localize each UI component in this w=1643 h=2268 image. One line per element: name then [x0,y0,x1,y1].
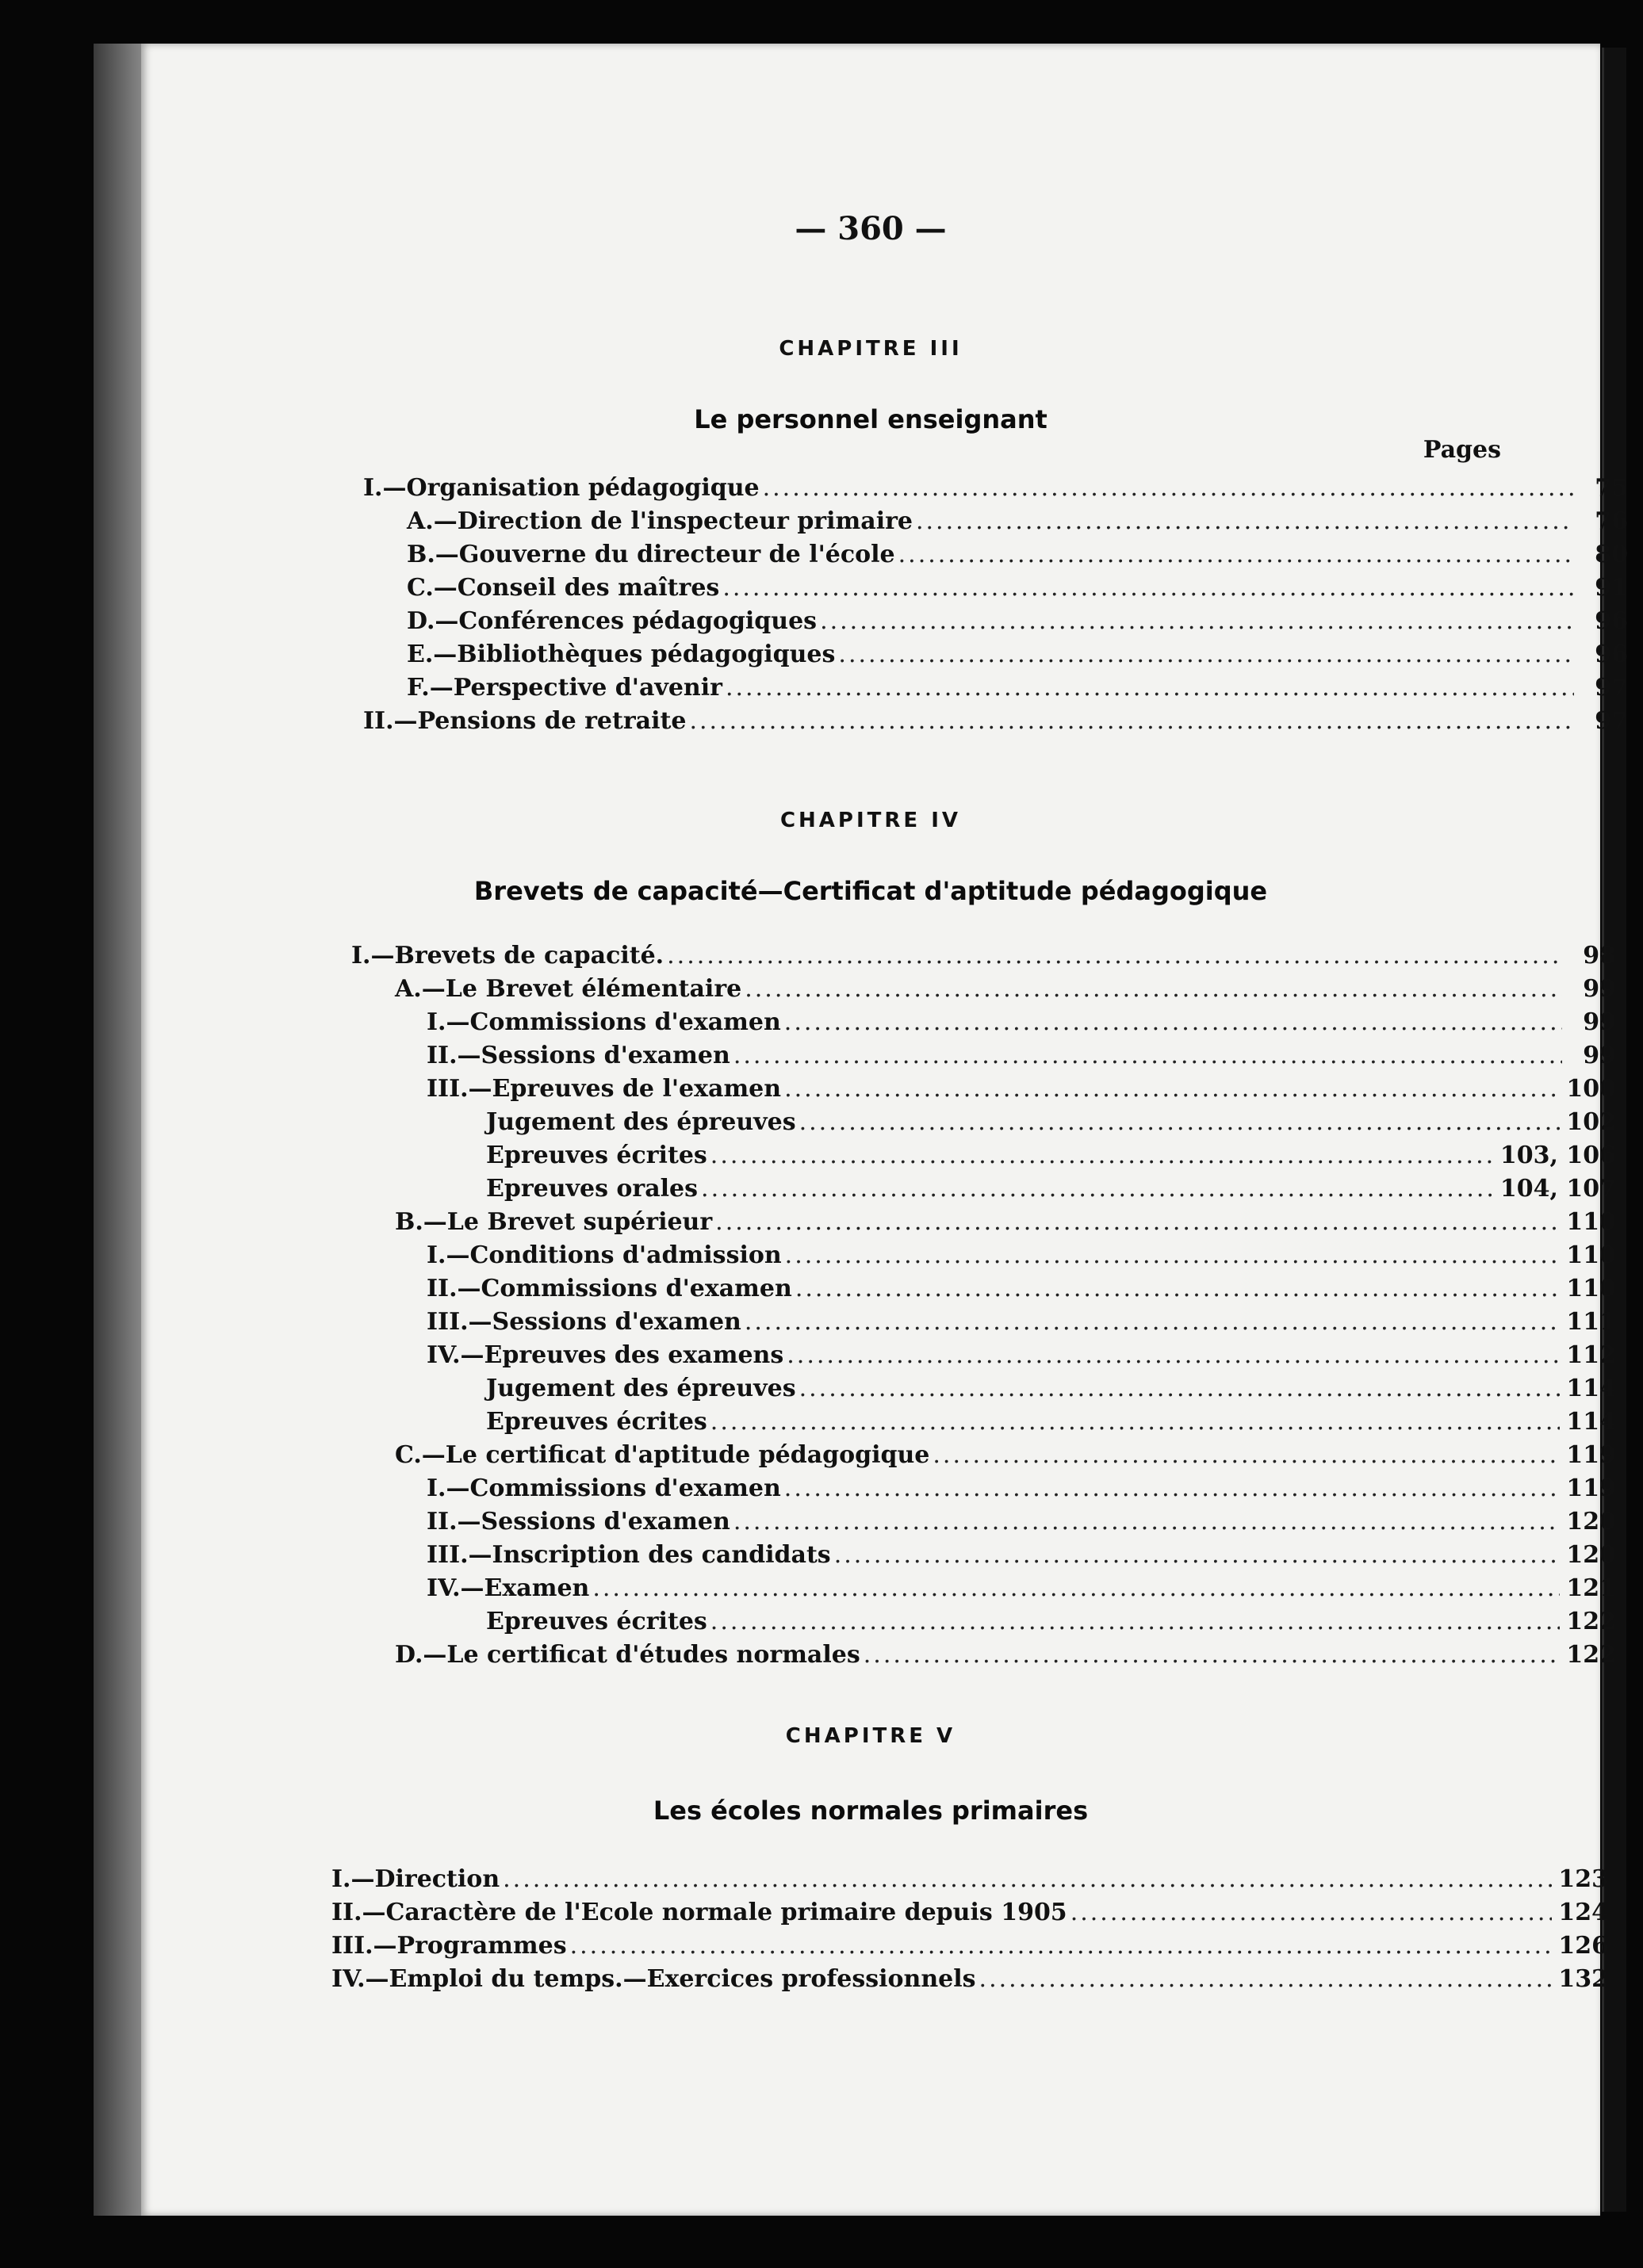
dot-leader [784,1073,1560,1106]
toc-entry-page: 110 [1566,1208,1616,1236]
toc-entry-page: 75 [1595,474,1628,502]
toc-entry [351,1006,1616,1039]
toc-entry [351,1206,1616,1239]
dot-leader [795,1272,1561,1306]
toc-entry [351,1306,1616,1339]
toc-entry-label: IV.—Emploi du temps.—Exercices professionnels [331,1965,976,1993]
toc-entry-page: 103, 106 [1499,1142,1616,1169]
toc-entry [363,638,1628,671]
toc-entry-label: I.—Commissions d'examen [427,1008,781,1036]
toc-entry-label: Epreuves écrites [486,1608,707,1635]
toc-entry-page: 80 [1595,541,1628,568]
dot-leader [898,538,1574,572]
dot-leader [726,671,1574,705]
dot-leader [715,1206,1560,1239]
toc-entry [351,1539,1616,1572]
dot-leader [733,1039,1562,1073]
toc-entry-label: II.—Commissions d'examen [427,1275,792,1302]
toc-chapter-5 [331,1863,1608,1996]
chapter-title-5: Les écoles normales primaires [653,1796,1089,1826]
toc-entry [351,1406,1616,1439]
toc-entry-page: 99 [1583,1042,1616,1069]
dot-leader [834,1539,1561,1572]
toc-entry [363,472,1628,505]
dot-leader [689,705,1574,738]
toc-entry [363,671,1628,705]
toc-entry-label: F.—Perspective d'avenir [407,674,722,702]
toc-entry [363,572,1628,605]
toc-entry-label: II.—Caractère de l'Ecole normale primaire depuis 1905 [331,1899,1067,1926]
toc-entry-label: A.—Le Brevet élémentaire [395,975,742,1003]
toc-entry [363,705,1628,738]
book-page [141,44,1628,2216]
toc-chapter-3 [363,472,1628,738]
toc-entry-page: 124 [1558,1899,1608,1926]
dot-leader [570,1930,1553,1963]
toc-entry-label: C.—Le certificat d'aptitude pédagogique [395,1441,930,1469]
dot-leader [785,1239,1561,1272]
dot-leader [799,1372,1561,1406]
toc-entry-label: I.—Direction [331,1865,500,1893]
toc-entry [331,1963,1608,1996]
toc-entry-label: II.—Sessions d'examen [427,1508,730,1536]
toc-entry [351,1139,1616,1172]
dot-leader [667,939,1562,973]
dot-leader [820,605,1574,638]
toc-entry-label: III.—Inscription des candidats [427,1541,831,1569]
toc-entry-page: 102 [1566,1108,1616,1136]
toc-entry-page: 119 [1566,1474,1616,1502]
dot-leader [503,1863,1552,1896]
toc-entry-page: 110 [1566,1241,1616,1269]
toc-entry-label: C.—Conseil des maîtres [407,574,720,602]
dot-leader [799,1106,1561,1139]
toc-entry [351,1505,1616,1539]
toc-entry-label: Epreuves écrites [486,1408,707,1436]
toc-entry [351,1073,1616,1106]
toc-entry-page: 76 [1595,507,1628,535]
toc-entry [351,1339,1616,1372]
toc-entry-page: 111 [1566,1308,1616,1336]
dot-leader [784,1472,1561,1505]
dot-leader [745,973,1562,1006]
dot-leader [592,1572,1560,1605]
toc-entry-page: 114 [1566,1408,1616,1436]
toc-entry-label: Jugement des épreuves [486,1375,796,1402]
dot-leader [710,1406,1561,1439]
toc-entry-page: 123 [1558,1865,1608,1893]
toc-entry-label: I.—Organisation pédagogique [363,474,760,502]
toc-entry-label: B.—Gouverne du directeur de l'école [407,541,895,568]
toc-entry-label: III.—Epreuves de l'examen [427,1075,782,1103]
toc-entry [331,1863,1608,1896]
dot-leader [710,1605,1561,1639]
toc-entry-label: D.—Conférences pédagogiques [407,607,818,635]
toc-entry [351,1372,1616,1406]
toc-entry-label: II.—Sessions d'examen [427,1042,730,1069]
toc-entry-page: 99 [1583,1008,1616,1036]
toc-entry [351,973,1616,1006]
toc-entry [351,939,1616,973]
toc-entry-page: 122 [1566,1641,1616,1669]
chapter-heading-3: CHAPITRE III [779,337,963,361]
dot-leader [701,1172,1494,1206]
chapter-title-3: Le personnel enseignant [694,404,1047,434]
dot-leader [916,505,1574,538]
chapter-heading-4: CHAPITRE IV [779,809,962,832]
dot-leader [864,1639,1561,1672]
toc-entry-label: A.—Direction de l'inspecteur primaire [407,507,913,535]
toc-entry-page: 104, 107 [1499,1175,1616,1203]
toc-entry-page: 110 [1566,1275,1616,1302]
toc-entry [331,1896,1608,1930]
toc-entry-page: 132 [1558,1965,1608,1993]
dot-leader [710,1139,1494,1172]
toc-entry [351,1272,1616,1306]
dot-leader [784,1006,1562,1039]
toc-entry-label: I.—Brevets de capacité. [351,942,664,970]
toc-chapter-4 [351,939,1616,1672]
page-number: — 360 — [795,210,947,247]
toc-entry-page: 119 [1566,1441,1616,1469]
toc-entry-page: 96 [1595,607,1628,635]
toc-entry [363,505,1628,538]
toc-entry-label: III.—Programmes [331,1932,567,1960]
toc-entry [363,605,1628,638]
toc-entry-label: Epreuves écrites [486,1142,707,1169]
toc-entry [351,1239,1616,1272]
chapter-title-4: Brevets de capacité—Certificat d'aptitude pédagogique [473,876,1268,906]
toc-entry-label: Jugement des épreuves [486,1108,796,1136]
toc-entry-page: 97 [1595,707,1628,735]
toc-entry-page: 97 [1595,674,1628,702]
toc-entry-label: IV.—Examen [427,1574,590,1602]
toc-entry-page: 100 [1566,1075,1616,1103]
pages-column-label: Pages [1423,436,1501,464]
toc-entry-page: 91 [1595,574,1628,602]
toc-entry [363,538,1628,572]
chapter-heading-5: CHAPITRE V [785,1724,956,1748]
dot-leader [979,1963,1553,1996]
toc-entry-page: 120 [1566,1541,1616,1569]
dot-leader [763,472,1574,505]
toc-entry-page: 99 [1583,975,1616,1003]
toc-entry [351,1172,1616,1206]
toc-entry [351,1439,1616,1472]
toc-entry-label: II.—Pensions de retraite [363,707,687,735]
toc-entry-label: D.—Le certificat d'études normales [395,1641,860,1669]
toc-entry-label: I.—Commissions d'examen [427,1474,781,1502]
toc-entry-label: E.—Bibliothèques pédagogiques [407,641,836,668]
toc-entry-page: 120 [1566,1508,1616,1536]
dot-leader [722,572,1574,605]
toc-entry-label: III.—Sessions d'examen [427,1308,741,1336]
toc-entry-page: 96 [1595,641,1628,668]
toc-entry-page: 114 [1566,1375,1616,1402]
toc-entry [351,1106,1616,1139]
dot-leader [745,1306,1561,1339]
dot-leader [733,1505,1561,1539]
toc-entry-page: 126 [1558,1932,1608,1960]
dot-leader [838,638,1574,671]
toc-entry-page: 122 [1566,1608,1616,1635]
toc-entry [351,1639,1616,1672]
toc-entry-page: 112 [1566,1341,1616,1369]
toc-entry-label: IV.—Epreuves des examens [427,1341,784,1369]
toc-entry [331,1930,1608,1963]
toc-entry-page: 121 [1566,1574,1616,1602]
toc-entry [351,1572,1616,1605]
toc-entry-label: Epreuves orales [486,1175,699,1203]
toc-entry [351,1039,1616,1073]
toc-entry [351,1605,1616,1639]
toc-entry-label: I.—Conditions d'admission [427,1241,782,1269]
dot-leader [1070,1896,1553,1930]
dot-leader [933,1439,1560,1472]
toc-entry-page: 98 [1583,942,1616,970]
toc-entry [351,1472,1616,1505]
dot-leader [787,1339,1560,1372]
toc-entry-label: B.—Le Brevet supérieur [395,1208,713,1236]
